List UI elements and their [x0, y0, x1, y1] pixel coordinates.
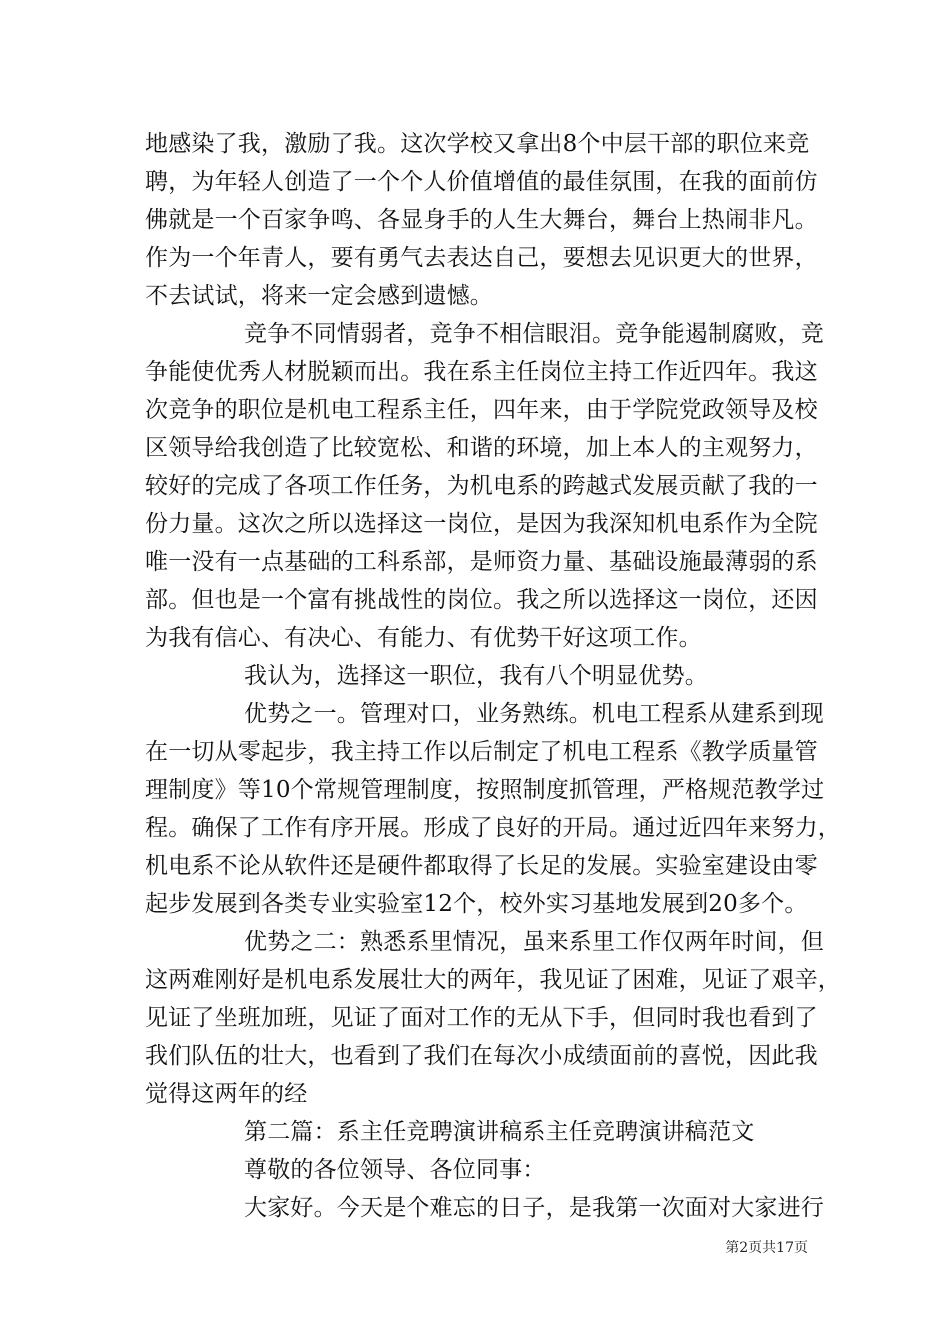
paragraph-first-line: 优势之一。管理对口，业务熟练。机电工程系从建系到现	[244, 701, 824, 727]
salutation: 尊敬的各位领导、各位同事：	[244, 1157, 546, 1183]
body-line: 程。确保了工作有序开展。形成了良好的开局。通过近四年来努力，	[145, 815, 841, 841]
body-line: 理制度》等10个常规管理制度，按照制度抓管理，严格规范教学过	[145, 777, 825, 803]
body-line: 次竞争的职位是机电工程系主任，四年来，由于学院党政领导及校	[145, 397, 818, 423]
paragraph-first-line: 竞争不同情弱者，竞争不相信眼泪。竞争能遏制腐败，竞	[244, 321, 824, 347]
body-line: 较好的完成了各项工作任务，为机电系的跨越式发展贡献了我的一	[145, 473, 818, 499]
body-line: 聘，为年轻人创造了一个个人价值增值的最佳氛围，在我的面前仿	[145, 169, 818, 195]
body-line: 区领导给我创造了比较宽松、和谐的环境，加上本人的主观努力，	[145, 435, 818, 461]
body-line: 作为一个年青人，要有勇气去表达自己，要想去见识更大的世界，	[145, 245, 818, 271]
body-line: 见证了坐班加班，见证了面对工作的无从下手，但同时我也看到了	[145, 1005, 818, 1031]
page-number-footer: 第2页共17页	[725, 1240, 808, 1256]
body-line: 机电系不论从软件还是硬件都取得了长足的发展。实验室建设由零	[145, 853, 818, 879]
body-line: 觉得这两年的经	[145, 1081, 308, 1107]
paragraph-first-line: 大家好。今天是个难忘的日子，是我第一次面对大家进行	[244, 1195, 824, 1221]
paragraph-first-line: 优势之二：熟悉系里情况，虽来系里工作仅两年时间，但	[244, 929, 824, 955]
body-line: 份力量。这次之所以选择这一岗位，是因为我深知机电系作为全院	[145, 511, 818, 537]
paragraph-first-line: 我认为，选择这一职位，我有八个明显优势。	[244, 663, 708, 689]
body-line: 不去试试，将来一定会感到遗憾。	[145, 283, 493, 309]
body-line: 唯一没有一点基础的工科系部，是师资力量、基础设施最薄弱的系	[145, 549, 818, 575]
body-line: 佛就是一个百家争鸣、各显身手的人生大舞台，舞台上热闹非凡。	[145, 207, 818, 233]
body-line: 部。但也是一个富有挑战性的岗位。我之所以选择这一岗位，还因	[145, 587, 818, 613]
body-line: 这两难刚好是机电系发展壮大的两年，我见证了困难，见证了艰辛，	[145, 967, 841, 993]
body-line: 地感染了我，激励了我。这次学校又拿出8个中层干部的职位来竞	[145, 131, 810, 157]
body-line: 在一切从零起步，我主持工作以后制定了机电工程系《教学质量管	[145, 739, 818, 765]
body-line: 我们队伍的壮大，也看到了我们在每次小成绩面前的喜悦，因此我	[145, 1043, 818, 1069]
section-heading: 第二篇：系主任竞聘演讲稿系主任竞聘演讲稿范文	[244, 1119, 755, 1145]
body-line: 争能使优秀人材脱颖而出。我在系主任岗位主持工作近四年。我这	[145, 359, 818, 385]
body-line: 为我有信心、有决心、有能力、有优势干好这项工作。	[145, 625, 702, 651]
body-line: 起步发展到各类专业实验室12个，校外实习基地发展到20多个。	[145, 891, 808, 917]
